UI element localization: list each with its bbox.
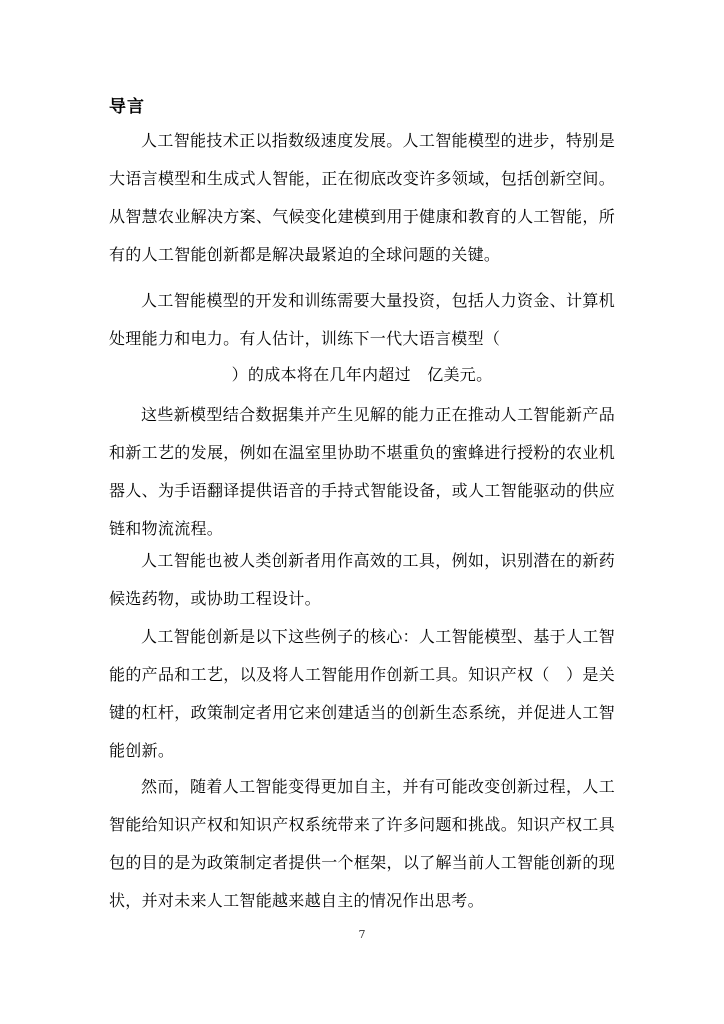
paragraph-ai-development: 人工智能技术正以指数级速度发展。人工智能模型的进步，特别是大语言模型和生成式人智能，正在彻底改变许多领域，包括创新空间。从智慧农业解决方案、气候变化建模到用于健康和教育的人工智能，所有的人工智能创新都是解决最紧迫的全球问题的关键。 [109, 131, 615, 264]
paragraph-new-products: 这些新模型结合数据集并产生见解的能力正在推动人工智能新产品和新工艺的发展，例如在温室里协助不堪重负的蜜蜂进行授粉的农业机器人、为手语翻译提供语音的手持式智能设备，或人工智能驱动的供应链和物流流程。 [109, 405, 615, 538]
section-heading: 导言 [109, 97, 145, 117]
paragraph-investment: 人工智能模型的开发和训练需要大量投资，包括人力资金、计算机处理能力和电力。有人估计，训练下一代大语言模型（ [109, 291, 615, 348]
page-number: 7 [358, 928, 366, 941]
paragraph-investment-continuation: ）的成本将在几年内超过 亿美元。 [231, 365, 493, 384]
paragraph-ip-lever: 人工智能创新是以下这些例子的核心：人工智能模型、基于人工智能的产品和工艺，以及将人工智能用作创新工具。知识产权（ ）是关键的杠杆，政策制定者用它来创建适当的创新生态系统，并促进人工智能创新。 [109, 627, 615, 760]
paragraph-ip-challenges: 然而，随着人工智能变得更加自主，并有可能改变创新过程，人工智能给知识产权和知识产权系统带来了许多问题和挑战。知识产权工具包的目的是为政策制定者提供一个框架，以了解当前人工智能创新的现状，并对未来人工智能越来越自主的情况作出思考。 [109, 777, 615, 910]
paragraph-ai-tools: 人工智能也被人类创新者用作高效的工具，例如，识别潜在的新药候选药物，或协助工程设计。 [109, 551, 615, 608]
